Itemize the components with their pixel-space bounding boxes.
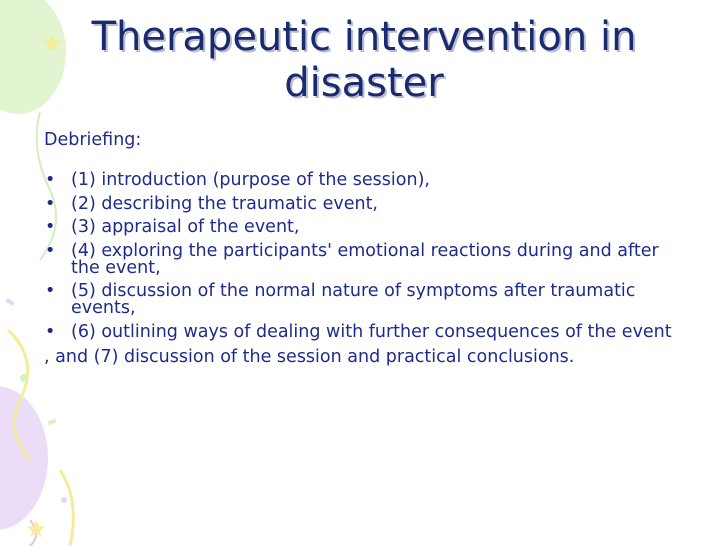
bullet-list [44, 172, 684, 341]
bullet-text: (2) describing the traumatic event, [71, 193, 378, 214]
slide-title: Therapeutic intervention in disaster [91, 14, 637, 106]
bullet-text: (5) discussion of the normal nature of symptoms after traumatic events, [71, 281, 636, 318]
purple-balloon-string [30, 520, 36, 546]
bullet-icon: • [45, 170, 56, 190]
bullet-item [44, 321, 684, 342]
bullet-item [44, 172, 684, 189]
bullet-item [44, 193, 684, 214]
bullet-icon: • [45, 217, 56, 237]
bullet-item [44, 219, 684, 236]
bullet-icon: • [45, 240, 56, 261]
yellow-streamer-2 [60, 470, 73, 546]
confetti-dot-1 [20, 374, 28, 382]
bullet-icon: • [45, 281, 56, 301]
confetti-rect-1 [6, 298, 15, 305]
yellow-streamer-1 [8, 330, 30, 460]
bullet-text: (3) appraisal of the event, [71, 217, 300, 237]
slide-body [44, 130, 684, 367]
bullet-text: (6) outlining ways of dealing with further consequences of the event [71, 321, 672, 342]
star-confetti-2 [27, 520, 45, 537]
confetti-dot-2 [61, 497, 67, 503]
intro-label: Debriefing: [44, 130, 142, 150]
purple-balloon [0, 386, 48, 530]
bullet-text: (4) exploring the participants' emotional reactions during and after the event, [71, 240, 659, 278]
bullet-item [44, 240, 684, 278]
confetti-rect-2 [48, 418, 57, 425]
bullet-icon: • [45, 193, 56, 214]
closing-text: , and (7) discussion of the session and practical conclusions. [44, 347, 575, 367]
bullet-icon: • [45, 321, 56, 342]
bullet-item [44, 283, 684, 317]
bullet-text: (1) introduction (purpose of the session), [71, 170, 430, 190]
